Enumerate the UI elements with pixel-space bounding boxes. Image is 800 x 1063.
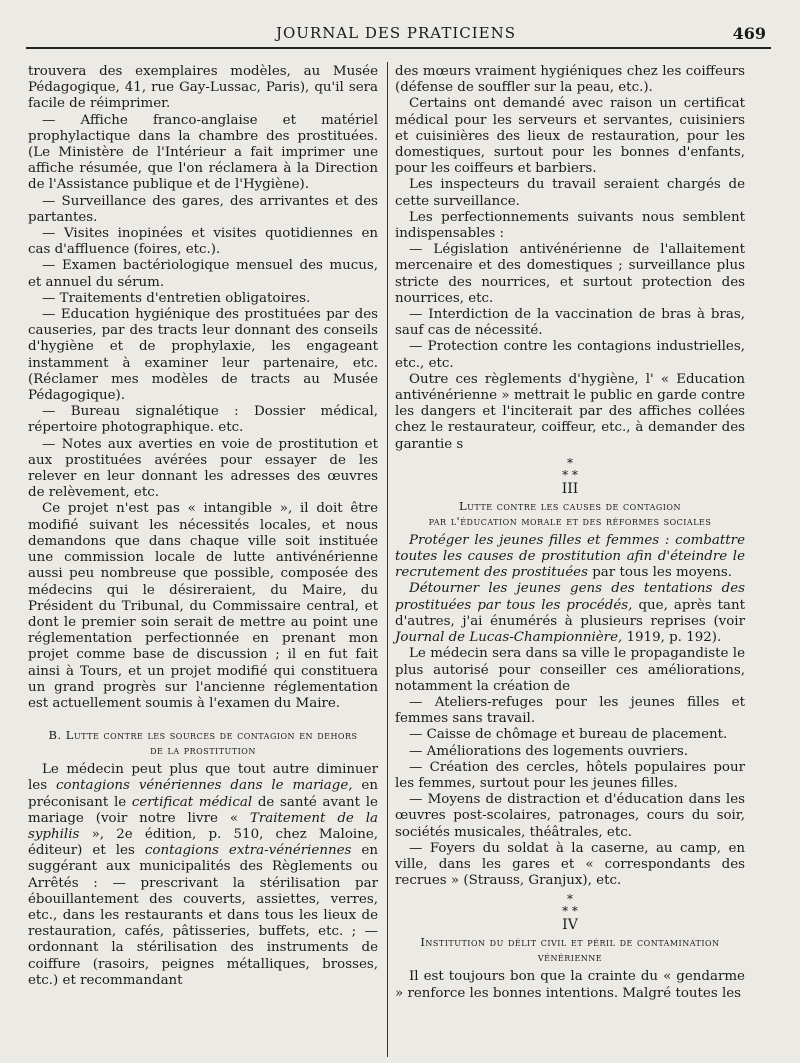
section-heading-b [28, 728, 378, 758]
paragraph: — Visites inopinées et visites quotidiennes en cas d'affluence (foires, etc.). [28, 226, 378, 258]
paragraph: Ce projet n'est pas « intangible », il doit être modifié suivant les nécessités locales, et nous demandons que dans chaque ville soit instituée une commission locale de lutte antivénérienne aussi peu nombreuse que possible, composée des médecins qui le désireraient, du Maire, du Président du Tribunal, du Commissaire central, et dont le premier soin serait de mettre au point une réglementation perfectionnée en prenant mon projet comme base de discussion ; il en fut fait ainsi à Tours, et un projet modifié qui constituera un grand progrès sur l'ancienne réglementation est actuellement soumis à l'examen du Maire. [28, 501, 378, 711]
paragraph [395, 581, 745, 646]
paragraph [395, 533, 745, 582]
text-run: par tous les moyens. [587, 565, 732, 581]
paragraph: — Examen bactériologique mensuel des mucus, et annuel du sérum. [28, 258, 378, 290]
section-heading-line: vénérienne [537, 950, 603, 965]
italic-run: certificat médical [131, 794, 253, 810]
paragraph: Le médecin sera dans sa ville le propagandiste le plus autorisé pour conseiller ces améliorations, notamment la création de [395, 646, 745, 694]
paragraph: — Création des cercles, hôtels populaires pour les femmes, surtout pour les jeunes filles. [395, 759, 745, 791]
section-heading-line: B. Lutte contre les sources de contagion en dehors [48, 728, 358, 743]
page-number: 469 [732, 24, 766, 43]
section-heading-line: par l'éducation morale et des réformes sociales [428, 513, 712, 528]
paragraph: des mœurs vraiment hygiéniques chez les coiffeurs (défense de souffler sur la peau, etc.). [395, 64, 745, 96]
section-heading-line: de la prostitution [150, 743, 256, 758]
paragraph: — Education hygiénique des prostituées par des causeries, par des tracts leur donnant des conseils d'hygiène et de prophylaxie, les engageant instamment à examiner leur partenaire, etc. (Réclamer mes modèles de tracts au Musée Pédagogique). [28, 307, 378, 404]
paragraph: Certains ont demandé avec raison un certificat médical pour les serveurs et servantes, cuisiniers et cuisinières des lieux de restauration, pour les domestiques, surtout pour les bonnes d'enfants, pour les coiffeurs et barbiers. [395, 96, 745, 177]
paragraph [28, 762, 378, 989]
right-column [395, 64, 745, 1002]
paragraph: — Foyers du soldat à la caserne, au camp, en ville, dans les gares et « correspondants des recrues » (Strauss, Granjux), etc. [395, 840, 745, 889]
italic-run: Détourner les jeunes gens des tentations des prostituées par tous les procédés, [395, 581, 745, 613]
paragraph: — Caisse de chômage et bureau de placement. [409, 727, 728, 743]
paragraph: Les perfectionnements suivants nous semblent indispensables : [395, 209, 745, 242]
italic-run: contagions vénériennes dans le mariage, [55, 778, 353, 794]
paragraph: — Protection contre les contagions industrielles, etc., etc. [395, 339, 745, 371]
paragraph: — Ateliers-refuges pour les jeunes filles et femmes sans travail. [395, 694, 745, 727]
paragraph: — Notes aux averties en voie de prostitution et aux prostituées avérées pour essayer de les relever en leur donnant les adresses des œuvres de relèvement, etc. [28, 436, 378, 501]
text-run: de santé avant le mariage (voir notre livre « [28, 794, 378, 826]
section-number: IV [562, 917, 578, 934]
italic-run: Traitement de la syphilis [28, 810, 378, 842]
header-rule [26, 47, 771, 49]
text-run: en préconisant le [28, 778, 378, 810]
journal-title: JOURNAL DES PRATICIENS [275, 24, 517, 42]
paragraph: — Surveillance des gares, des arrivantes et des partantes. [28, 193, 378, 225]
paragraph: — Traitements d'entretien obligatoires. [42, 290, 311, 306]
text-run: que, après tant d'autres, j'ai énumérés à plusieurs reprises (voir [395, 597, 745, 629]
paragraph: — Affiche franco-anglaise et matériel prophylactique dans la chambre des prostituées. (Le Ministère de l'Intérieur a fait imprimer une affiche résumée, que l'on réclamera à la Direction de l'Assistance publique et de l'Hygiène). [28, 112, 378, 193]
paragraph: — Moyens de distraction et d'éducation dans les œuvres post-scolaires, patronages, cours du soir, sociétés musicales, théâtrales, etc. [395, 792, 745, 840]
italic-run: Journal de Lucas-Championnière, [395, 630, 623, 646]
paragraph: — Interdiction de la vaccination de bras à bras, sauf cas de nécessité. [395, 307, 745, 339]
text-run: en suggérant aux municipalités des Règlements ou Arrêtés : — prescrivant la stérilisation par ébouillantement des couverts, assiettes, verres, etc., dans les restaurants et dans tous les lieux de restauration, cafés, pâtisseries, buffets, etc. ; — ordonnant la stérilisation des instruments de coiffure (rasoirs, peignes métalliques, brosses, etc.) et recommandant [28, 843, 378, 988]
text-run: 1919, p. 192). [622, 630, 722, 646]
paragraph: Il est toujours bon que la crainte du « gendarme » renforce les bonnes intentions. Malgré toutes les [395, 969, 745, 1001]
section-heading-iv [395, 935, 745, 965]
section-heading-line: Institution du délit civil et péril de contamination [420, 935, 720, 950]
section-number: III [561, 480, 579, 497]
section-heading-line: Lutte contre les causes de contagion [459, 498, 681, 513]
paragraph: — Améliorations des logements ouvriers. [409, 743, 689, 759]
paragraph: trouvera des exemplaires modèles, au Musée Pédagogique, 41, rue Gay-Lussac, Paris), qu'il sera facile de réimprimer. [28, 64, 378, 112]
paragraph: Les inspecteurs du travail seraient chargés de cette surveillance. [395, 177, 745, 209]
section-stars: * * * [562, 455, 578, 482]
italic-run: Protéger les jeunes filles et femmes : combattre toutes les causes de prostitution afin d'éteindre le recrutement des prostituées [395, 532, 745, 581]
column-divider [387, 62, 388, 1057]
paragraph: — Bureau signalétique : Dossier médical, répertoire photographique. etc. [28, 404, 378, 436]
section-stars: * * * [562, 892, 578, 919]
paragraph: — Législation antivénérienne de l'allaitement mercenaire et des domestiques ; surveillance plus stricte des nourrices, et surtout protection des nourrices, etc. [395, 242, 745, 306]
text-run: Le médecin peut plus que tout autre diminuer les [28, 762, 378, 794]
left-column [28, 64, 378, 989]
text-run: », 2e édition, p. 510, chez Maloine, éditeur) et les [28, 826, 378, 859]
paragraph: Outre ces règlements d'hygiène, l' « Education antivénérienne » mettrait le public en garde contre les dangers et l'inciterait par des affiches collées chez le restaurateur, coiffeur, etc., à demander des garantie s [395, 371, 745, 452]
italic-run: contagions extra-vénériennes [144, 843, 352, 859]
running-header [26, 22, 766, 44]
section-heading-iii [395, 499, 745, 529]
